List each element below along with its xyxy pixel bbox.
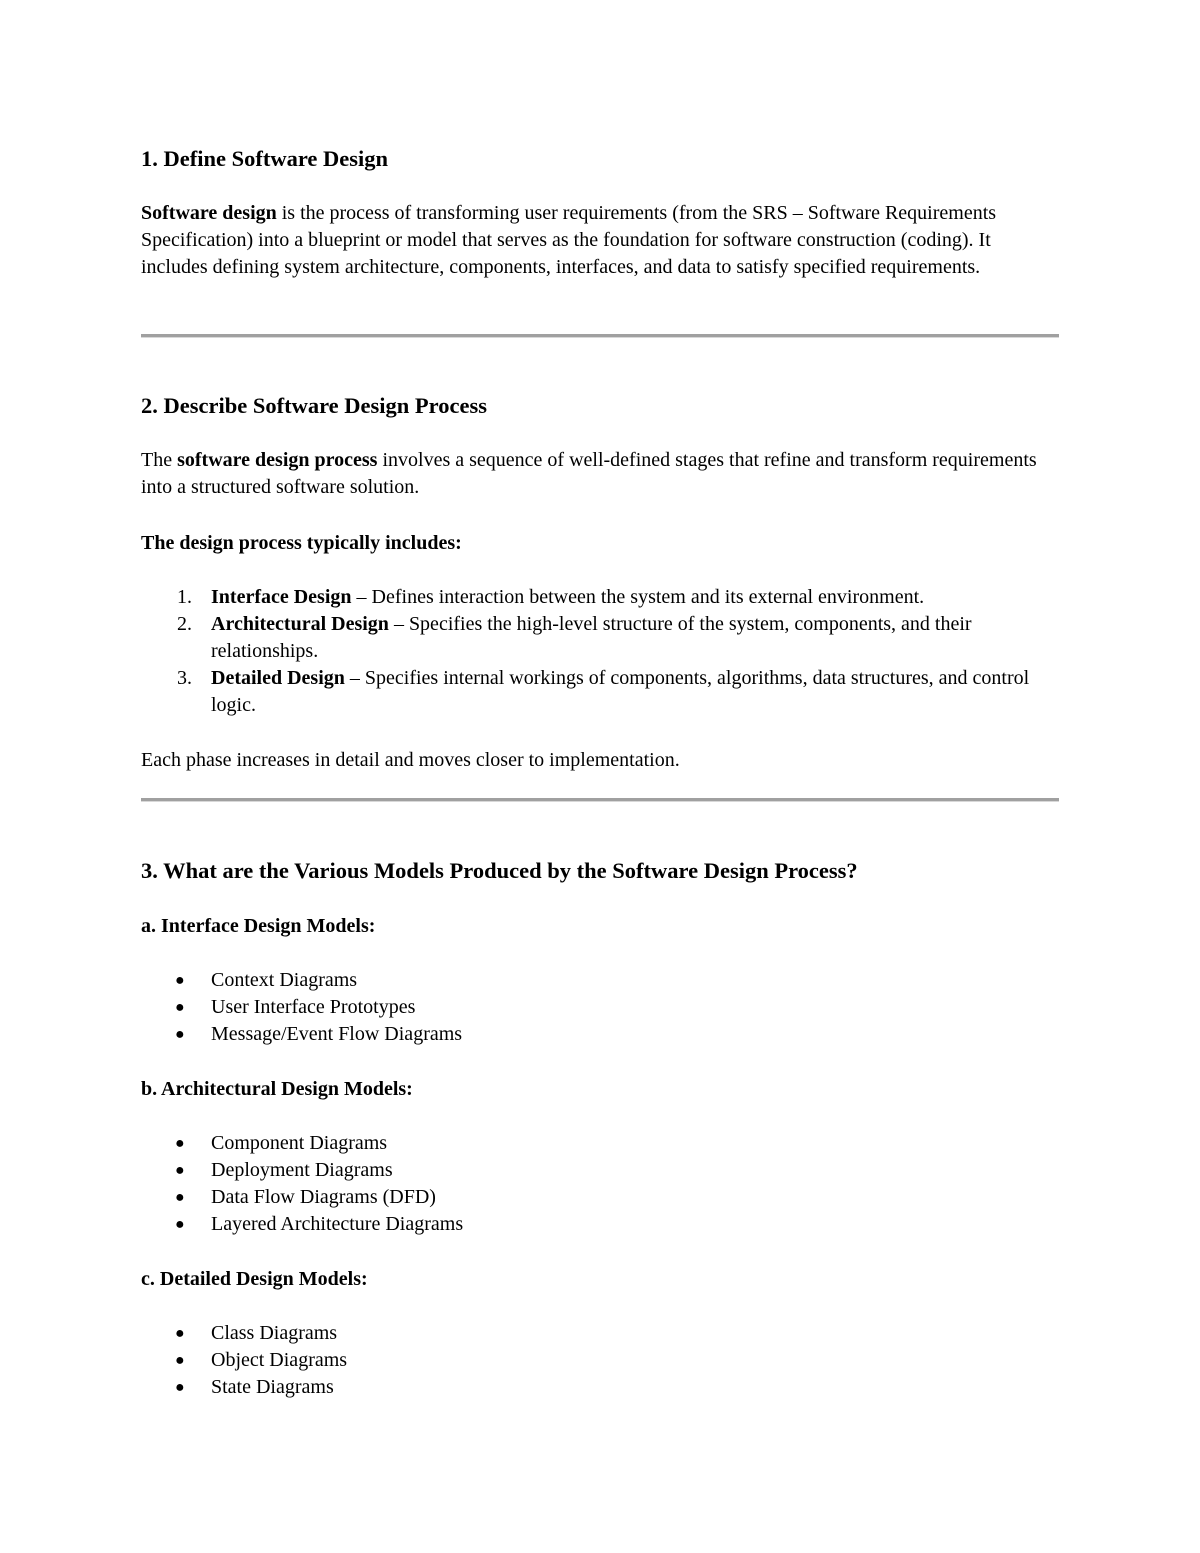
item-text: Class Diagrams <box>211 1322 338 1344</box>
item-text: Message/Event Flow Diagrams <box>211 1023 463 1045</box>
group-title: a. Interface Design Models: <box>141 915 376 937</box>
list-item <box>141 1130 1059 1157</box>
bullet-icon: ● <box>175 1352 185 1369</box>
paragraph-text: involves a sequence of well-defined stages that refine and transform requirements into a structured software solution. <box>141 449 1037 498</box>
list-item <box>141 967 1059 994</box>
group-title: c. Detailed Design Models: <box>141 1268 368 1290</box>
section-2-subheading: The design process typically includes: <box>141 532 462 554</box>
list-item <box>141 994 1059 1021</box>
bullet-icon: ● <box>175 972 185 989</box>
list-item <box>141 584 1059 611</box>
list-number: 3. <box>177 667 192 689</box>
list-item <box>141 1347 1059 1374</box>
paragraph-text: is the process of transforming user requirements (from the SRS – Software Requirements Specification) into a blueprint or model that serves as the foundation for software construction (coding). It includes defining system architecture, components, interfaces, and data to satisfy specified requirements. <box>141 202 997 278</box>
desc: – Specifies internal workings of components, algorithms, data structures, and control logic. <box>211 667 1030 716</box>
horizontal-rule <box>141 798 1059 802</box>
group-title: b. Architectural Design Models: <box>141 1078 413 1100</box>
section-3-heading: 3. What are the Various Models Produced by the Software Design Process? <box>141 858 858 883</box>
list-item <box>141 1374 1059 1401</box>
term: Detailed Design <box>211 667 345 689</box>
item-text: Context Diagrams <box>211 969 358 991</box>
list-item <box>141 1021 1059 1048</box>
list-item <box>141 1320 1059 1347</box>
bullet-icon: ● <box>175 999 185 1016</box>
item-text: Layered Architecture Diagrams <box>211 1213 464 1235</box>
item-text: Object Diagrams <box>211 1349 348 1371</box>
bullet-list <box>141 1130 1059 1238</box>
bullet-icon: ● <box>175 1379 185 1396</box>
bullet-icon: ● <box>175 1135 185 1152</box>
term: Software design <box>141 202 277 224</box>
section-2-heading: 2. Describe Software Design Process <box>141 393 487 418</box>
item-text: Data Flow Diagrams (DFD) <box>211 1186 436 1208</box>
item-text: User Interface Prototypes <box>211 996 416 1018</box>
bullet-icon: ● <box>175 1216 185 1233</box>
term: Architectural Design <box>211 613 389 635</box>
section-2-paragraph <box>141 447 1059 501</box>
list-item <box>141 665 1059 719</box>
section-1-paragraph <box>141 200 1059 281</box>
list-number: 1. <box>177 586 192 608</box>
bullet-list <box>141 967 1059 1048</box>
list-item <box>141 1184 1059 1211</box>
term: Interface Design <box>211 586 352 608</box>
list-number: 2. <box>177 613 192 635</box>
desc: – Specifies the high-level structure of the system, components, and their relationships. <box>211 613 972 662</box>
section-2-closing: Each phase increases in detail and moves closer to implementation. <box>141 749 680 771</box>
term: software design process <box>177 449 378 471</box>
bullet-icon: ● <box>175 1325 185 1342</box>
bullet-icon: ● <box>175 1162 185 1179</box>
section-1-heading: 1. Define Software Design <box>141 146 389 171</box>
list-item <box>141 611 1059 665</box>
item-text: State Diagrams <box>211 1376 334 1398</box>
paragraph-text: The <box>141 449 178 471</box>
bullet-icon: ● <box>175 1026 185 1043</box>
horizontal-rule <box>141 334 1059 338</box>
bullet-icon: ● <box>175 1189 185 1206</box>
design-stages-list <box>141 584 1059 719</box>
bullet-list <box>141 1320 1059 1401</box>
list-item <box>141 1157 1059 1184</box>
item-text: Deployment Diagrams <box>211 1159 393 1181</box>
item-text: Component Diagrams <box>211 1132 388 1154</box>
desc: – Defines interaction between the system and its external environment. <box>351 586 925 608</box>
list-item <box>141 1211 1059 1238</box>
